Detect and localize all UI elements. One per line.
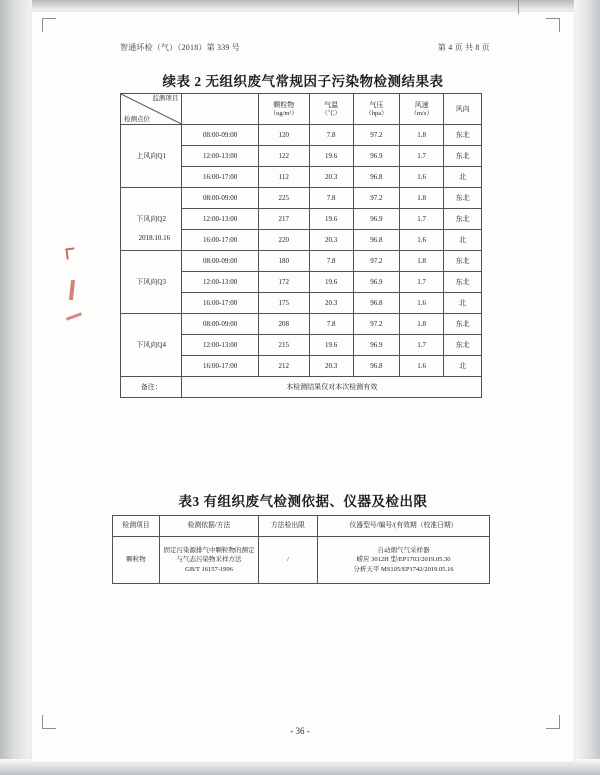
table3-col-header: 检测项目 — [113, 516, 160, 537]
value-cell-pressure: 96.8 — [353, 167, 399, 188]
time-cell: 16:00-17:00 — [182, 293, 259, 314]
table2-col-header: 颗粒物 （ug/m³） — [258, 94, 309, 125]
value-cell-pm: 180 — [258, 251, 309, 272]
table3 — [112, 515, 490, 584]
value-cell-temp: 7.8 — [309, 314, 353, 335]
table-row — [121, 251, 482, 272]
time-cell: 12:00-13:00 — [182, 335, 259, 356]
value-cell-pressure: 96.8 — [353, 356, 399, 377]
document-header — [120, 42, 490, 53]
value-cell-pressure: 96.8 — [353, 293, 399, 314]
value-cell-wind-speed: 1.7 — [400, 209, 444, 230]
instrument-cell: 自动烟气气采样器 崂应 3012H 型/EP1703/2019.05.30 分析天平 MS105/EP1742/2019.05.16 — [318, 537, 490, 584]
time-cell: 08:00-09:00 — [182, 125, 259, 146]
table2-col-header: 风向 — [444, 94, 482, 125]
value-cell-wind-speed: 1.6 — [400, 167, 444, 188]
value-cell-pm: 220 — [258, 230, 309, 251]
value-cell-wind-dir: 东北 — [444, 314, 482, 335]
test-basis-cell: 固定污染源排气中颗粒物的测定与气态污染物采样方法 GB/T 16157-1996 — [160, 537, 259, 584]
value-cell-pm: 208 — [258, 314, 309, 335]
value-cell-temp: 7.8 — [309, 125, 353, 146]
value-cell-wind-dir: 北 — [444, 293, 482, 314]
time-cell: 16:00-17:00 — [182, 167, 259, 188]
table2-corner-cell — [121, 94, 182, 125]
time-cell: 08:00-09:00 — [182, 314, 259, 335]
table2-col-header: 气压 （hpa） — [353, 94, 399, 125]
table-row — [121, 188, 482, 209]
time-cell: 16:00-17:00 — [182, 356, 259, 377]
value-cell-wind-speed: 1.8 — [400, 251, 444, 272]
value-cell-pressure: 97.2 — [353, 251, 399, 272]
table2 — [120, 93, 482, 398]
time-cell: 08:00-09:00 — [182, 251, 259, 272]
value-cell-temp: 7.8 — [309, 251, 353, 272]
value-cell-wind-dir: 东北 — [444, 125, 482, 146]
value-cell-pm: 175 — [258, 293, 309, 314]
sampling-date: 2018.10.16 — [138, 234, 171, 242]
value-cell-temp: 7.8 — [309, 188, 353, 209]
value-cell-pressure: 96.8 — [353, 230, 399, 251]
note-text: 本检测结果仅对本次检测有效 — [182, 377, 482, 398]
value-cell-wind-speed: 1.6 — [400, 293, 444, 314]
table2-container — [120, 93, 482, 398]
value-cell-pm: 122 — [258, 146, 309, 167]
time-cell: 16:00-17:00 2018.10.16 — [182, 230, 259, 251]
value-cell-wind-dir: 东北 — [444, 272, 482, 293]
value-cell-temp: 19.6 — [309, 209, 353, 230]
value-cell-pm: 225 — [258, 188, 309, 209]
monitoring-point-cell: 下风向Q2 — [121, 188, 182, 251]
time-cell: 08:00-09:00 — [182, 188, 259, 209]
value-cell-pm: 120 — [258, 125, 309, 146]
test-item-cell: 颗粒物 — [113, 537, 160, 584]
crop-mark-top-left — [42, 18, 56, 32]
value-cell-wind-speed: 1.8 — [400, 314, 444, 335]
value-cell-pressure: 96.9 — [353, 272, 399, 293]
scan-edge-right — [574, 0, 600, 775]
table2-header-row — [121, 94, 482, 125]
monitoring-point-cell: 下风向Q3 — [121, 251, 182, 314]
value-cell-wind-dir: 北 — [444, 230, 482, 251]
table2-note-row — [121, 377, 482, 398]
corner-bottom-label: 检测点位 — [124, 115, 150, 123]
value-cell-wind-speed: 1.8 — [400, 188, 444, 209]
scan-edge-left — [0, 0, 32, 775]
table2-col-header: 风速 （m/s） — [400, 94, 444, 125]
table3-col-header: 检测依据/方法 — [160, 516, 259, 537]
value-cell-wind-dir: 北 — [444, 356, 482, 377]
corner-top-label: 监测项目 — [152, 95, 179, 102]
value-cell-pressure: 97.2 — [353, 314, 399, 335]
time-cell: 12:00-13:00 — [182, 146, 259, 167]
value-cell-wind-speed: 1.6 — [400, 356, 444, 377]
value-cell-wind-dir: 东北 — [444, 335, 482, 356]
value-cell-pressure: 96.9 — [353, 146, 399, 167]
page-indicator: 第 4 页 共 8 页 — [437, 43, 490, 52]
value-cell-wind-speed: 1.6 — [400, 230, 444, 251]
value-cell-wind-dir: 北 — [444, 167, 482, 188]
value-cell-pressure: 96.9 — [353, 335, 399, 356]
value-cell-wind-dir: 东北 — [444, 251, 482, 272]
value-cell-pressure: 97.2 — [353, 188, 399, 209]
value-cell-wind-dir: 东北 — [444, 146, 482, 167]
value-cell-pressure: 97.2 — [353, 125, 399, 146]
time-cell: 12:00-13:00 — [182, 209, 259, 230]
detection-limit-cell: / — [259, 537, 318, 584]
table3-col-header: 仪器型号/编号/(有效期（校准日期） — [318, 516, 490, 537]
table3-col-header: 方法检出限 — [259, 516, 318, 537]
time-cell: 12:00-13:00 — [182, 272, 259, 293]
value-cell-wind-dir: 东北 — [444, 209, 482, 230]
crop-mark-top-right — [546, 18, 560, 32]
value-cell-temp: 19.6 — [309, 335, 353, 356]
table2-col-time — [182, 94, 259, 125]
value-cell-pressure: 96.9 — [353, 209, 399, 230]
monitoring-point-cell: 下风向Q4 — [121, 314, 182, 377]
table-row — [121, 314, 482, 335]
value-cell-temp: 19.6 — [309, 272, 353, 293]
red-stamp-mark — [65, 247, 75, 259]
value-cell-temp: 20.3 — [309, 356, 353, 377]
table-row — [121, 125, 482, 146]
value-cell-wind-dir: 东北 — [444, 188, 482, 209]
table3-title: 表3 有组织废气检测依据、仪器及检出限 — [178, 494, 428, 509]
table3-container — [112, 515, 490, 584]
value-cell-temp: 20.3 — [309, 230, 353, 251]
value-cell-temp: 19.6 — [309, 146, 353, 167]
value-cell-wind-speed: 1.8 — [400, 125, 444, 146]
value-cell-temp: 20.3 — [309, 167, 353, 188]
page-number: - 36 - — [290, 726, 310, 736]
table2-title: 续表 2 无组织废气常规因子污染物检测结果表 — [162, 74, 444, 89]
table3-header-row — [113, 516, 490, 537]
value-cell-pm: 217 — [258, 209, 309, 230]
value-cell-pm: 215 — [258, 335, 309, 356]
value-cell-wind-speed: 1.7 — [400, 272, 444, 293]
report-number: 智通环检（气）（2018）第 339 号 — [120, 43, 240, 52]
value-cell-pm: 172 — [258, 272, 309, 293]
value-cell-pm: 212 — [258, 356, 309, 377]
value-cell-temp: 20.3 — [309, 293, 353, 314]
registration-tick — [518, 0, 519, 14]
value-cell-wind-speed: 1.7 — [400, 335, 444, 356]
table-row — [113, 537, 490, 584]
note-label: 备注： — [121, 377, 182, 398]
table2-col-header: 气温 （℃） — [309, 94, 353, 125]
monitoring-point-cell: 上风向Q1 — [121, 125, 182, 188]
value-cell-pm: 112 — [258, 167, 309, 188]
value-cell-wind-speed: 1.7 — [400, 146, 444, 167]
